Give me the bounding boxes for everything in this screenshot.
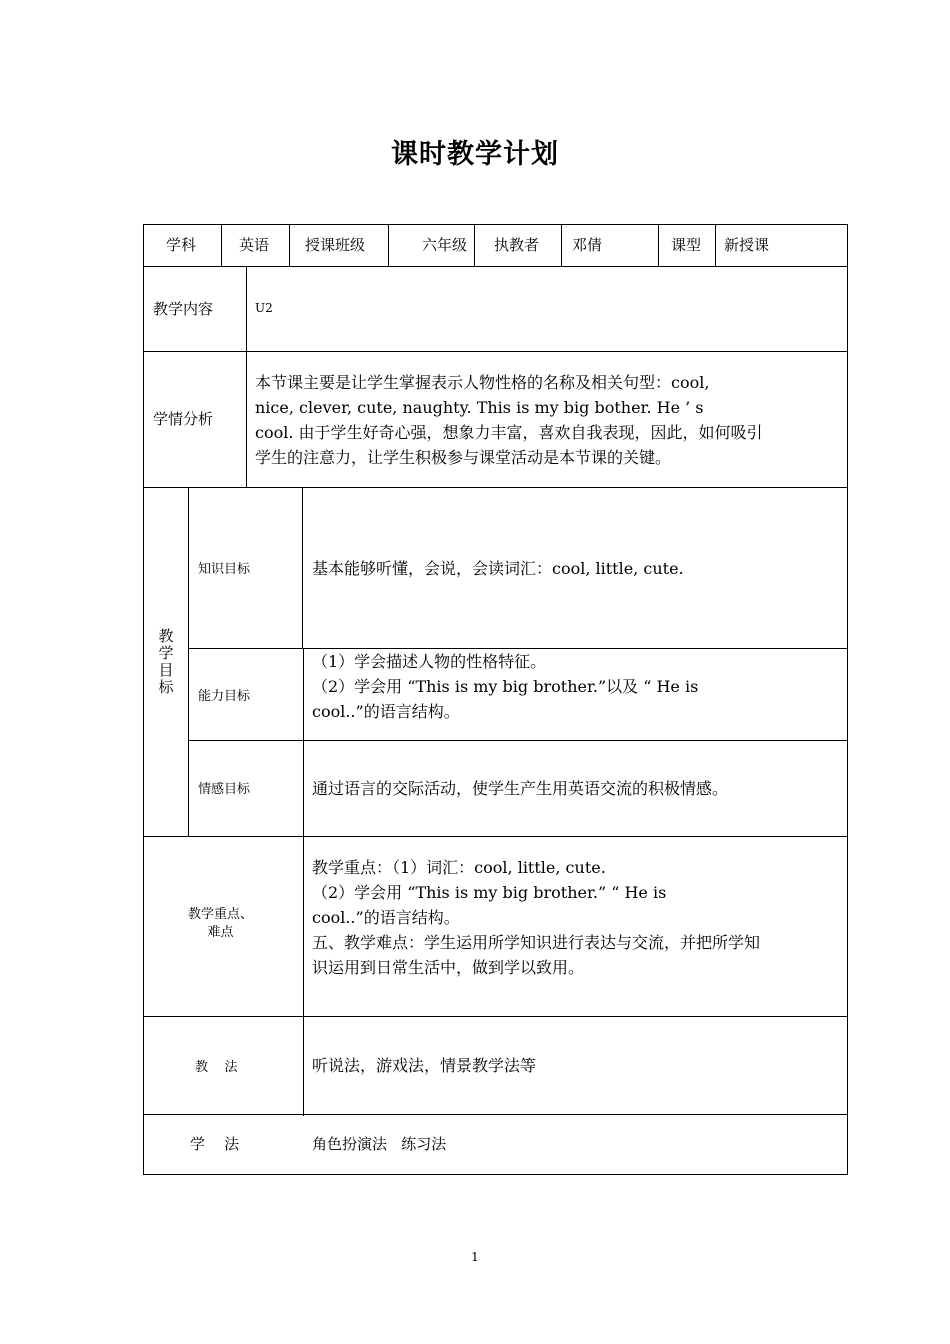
analysis-line: cool. 由于学生好奇心强，想象力丰富，喜欢自我表现，因此，如何吸引 — [255, 423, 763, 442]
analysis-text — [255, 370, 763, 470]
goals-label — [157, 628, 175, 696]
page-number: 1 — [471, 1250, 479, 1264]
teacher-label: 执教者 — [494, 236, 540, 254]
ability-goal-line: cool..”的语言结构。 — [312, 702, 460, 721]
key-points-line: cool..”的语言结构。 — [312, 908, 460, 927]
key-points-line: 识运用到日常生活中，做到学以致用。 — [312, 958, 585, 977]
subject-label: 学科 — [166, 236, 197, 254]
class-value: 六年级 — [422, 236, 468, 254]
ability-goal-label: 能力目标 — [198, 689, 251, 704]
key-points-label-line: 难点 — [207, 925, 234, 940]
key-points-label-line: 教学重点、 — [188, 907, 254, 922]
analysis-line: 学生的注意力，让学生积极参与课堂活动是本节课的关键。 — [255, 448, 672, 467]
goals-label-text: 教学目标 — [158, 627, 174, 696]
ability-goal-line: （1）学会描述人物的性格特征。 — [312, 652, 547, 671]
emotion-goal-label: 情感目标 — [198, 782, 251, 797]
class-label: 授课班级 — [305, 236, 366, 254]
key-points-line: 教学重点：（1）词汇：cool, little, cute. — [312, 858, 606, 877]
ability-goal-line: （2）学会用 “This is my big brother.”以及 “ He is — [312, 677, 699, 696]
knowledge-goal-label: 知识目标 — [198, 562, 251, 577]
type-label: 课型 — [671, 236, 702, 254]
key-points-line: （2）学会用 “This is my big brother.” “ He is — [312, 883, 667, 902]
page-title: 课时教学计划 — [391, 139, 559, 170]
teaching-method-label: 教 法 — [195, 1060, 238, 1075]
knowledge-goal-text — [312, 556, 684, 581]
key-points-text — [312, 855, 760, 980]
type-value: 新授课 — [724, 236, 770, 254]
learning-method-label: 学 法 — [190, 1135, 240, 1153]
learning-method-value: 角色扮演法 练习法 — [312, 1135, 447, 1153]
analysis-line: nice, clever, cute, naughty. This is my big bother. He ’ s — [255, 398, 704, 417]
teaching-method-value: 听说法，游戏法，情景教学法等 — [312, 1056, 537, 1075]
emotion-goal-text — [312, 776, 728, 801]
key-points-line: 五、教学难点：学生运用所学知识进行表达与交流，并把所学知 — [312, 933, 761, 952]
teacher-value: 邓倩 — [572, 236, 603, 254]
knowledge-goal-line: 基本能够听懂，会说，会读词汇：cool, little, cute. — [312, 559, 684, 578]
key-points-label — [188, 906, 253, 942]
analysis-label: 学情分析 — [153, 410, 214, 428]
ability-goal-text — [312, 649, 698, 724]
content-label: 教学内容 — [153, 300, 214, 318]
emotion-goal-line: 通过语言的交际活动，使学生产生用英语交流的积极情感。 — [312, 779, 729, 798]
analysis-line: 本节课主要是让学生掌握表示人物性格的名称及相关句型：cool, — [255, 373, 710, 392]
content-value: U2 — [255, 301, 273, 315]
subject-value: 英语 — [239, 236, 270, 254]
